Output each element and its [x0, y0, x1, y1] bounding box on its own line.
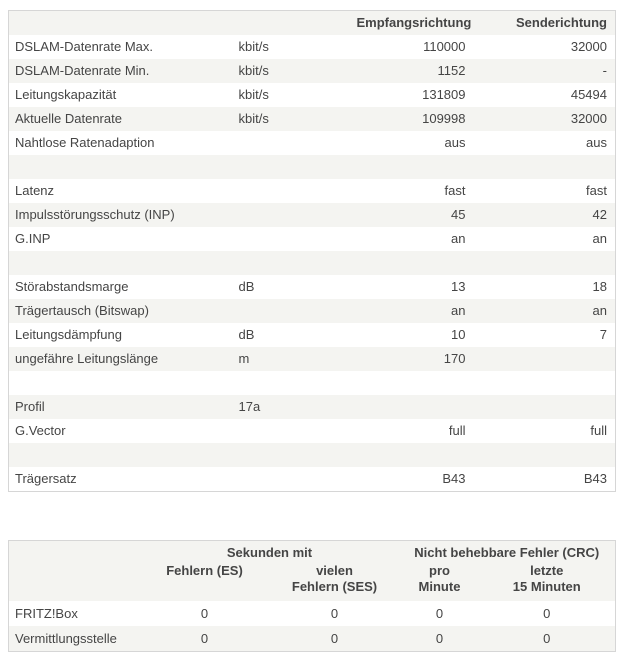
- value-downstream: [351, 395, 474, 419]
- value-upstream: 18: [592, 279, 607, 294]
- value-es: 0: [200, 605, 209, 621]
- value-upstream: 45494: [570, 87, 607, 102]
- value-crc-pro-minute: 0: [435, 630, 444, 646]
- value-upstream: B43: [583, 471, 607, 486]
- value-upstream: 32000: [570, 111, 607, 126]
- col-header-letzte-15-minuten: letzte 15 Minuten: [512, 563, 581, 594]
- header-empty-unit: [233, 11, 351, 36]
- row-label: Profil: [15, 399, 45, 414]
- col-header-fehler-ses: vielen Fehlern (SES): [291, 563, 378, 594]
- row-label: Leitungsdämpfung: [15, 327, 122, 342]
- row-label: DSLAM-Datenrate Max.: [15, 39, 153, 54]
- row-label: Nahtlose Ratenadaption: [15, 135, 155, 150]
- col-header-empfangsrichtung: Empfangsrichtung: [356, 15, 472, 30]
- dsl-row-leitungsdaempfung: [9, 323, 616, 347]
- row-label: Vermittlungsstelle: [15, 630, 117, 646]
- value-downstream: fast: [444, 183, 466, 198]
- error-counter-table: [8, 540, 616, 652]
- value-downstream: 170: [443, 351, 466, 366]
- value-crc-pro-minute: 0: [435, 605, 444, 621]
- value-downstream: 13: [451, 279, 466, 294]
- row-label: Störabstandsmarge: [15, 279, 129, 294]
- col-header-senderichtung: Senderichtung: [515, 15, 607, 30]
- row-label: DSLAM-Datenrate Min.: [15, 63, 150, 78]
- row-unit: [233, 227, 351, 251]
- value-upstream: -: [602, 63, 607, 78]
- row-unit: kbit/s: [238, 111, 269, 126]
- row-unit: kbit/s: [238, 63, 269, 78]
- value-upstream: an: [592, 303, 607, 318]
- row-unit: [233, 131, 351, 155]
- value-upstream: 42: [592, 207, 607, 222]
- row-label: Trägertausch (Bitswap): [15, 303, 149, 318]
- value-upstream: 32000: [570, 39, 607, 54]
- row-unit: 17a: [238, 399, 261, 414]
- value-ses: 0: [330, 630, 339, 646]
- value-downstream: 110000: [423, 39, 466, 54]
- dsl-table-header-row: [9, 11, 616, 36]
- row-label: Aktuelle Datenrate: [15, 111, 122, 126]
- value-upstream: an: [592, 231, 607, 246]
- row-label: G.INP: [15, 231, 51, 246]
- dsl-row-ginp: [9, 227, 616, 251]
- spacer-row: [9, 155, 616, 179]
- value-downstream: 45: [451, 207, 466, 222]
- dsl-row-traegertausch: [9, 299, 616, 323]
- dsl-row-aktuelle-datenrate: [9, 107, 616, 131]
- dsl-row-nahtlose-ratenadaption: [9, 131, 616, 155]
- row-unit: kbit/s: [238, 87, 269, 102]
- value-downstream: full: [448, 423, 466, 438]
- header-empty: [9, 561, 141, 601]
- row-unit: dB: [238, 279, 255, 294]
- value-upstream: full: [590, 423, 607, 438]
- col-header-fehler-es: Fehlern (ES): [166, 563, 243, 578]
- dsl-row-gvector: [9, 419, 616, 443]
- group-header-crc: Nicht behebbare Fehler (CRC): [414, 545, 600, 560]
- row-label: Trägersatz: [15, 471, 77, 486]
- row-unit: [233, 419, 351, 443]
- row-unit: [233, 179, 351, 203]
- spacer-row: [9, 371, 616, 395]
- dsl-row-stoerabstandsmarge: [9, 275, 616, 299]
- dsl-row-dslam-datenrate-min: [9, 59, 616, 83]
- dsl-row-traegersatz: [9, 467, 616, 492]
- dsl-row-dslam-datenrate-max: [9, 35, 616, 59]
- row-label: G.Vector: [15, 423, 66, 438]
- error-row-fritzbox: [9, 601, 616, 626]
- value-downstream: an: [451, 303, 466, 318]
- col-header-pro-minute: pro Minute: [418, 563, 461, 594]
- group-header-sekunden-mit: Sekunden mit: [226, 545, 313, 560]
- row-unit: [233, 299, 351, 323]
- dsl-row-latenz: [9, 179, 616, 203]
- error-row-vermittlungsstelle: [9, 626, 616, 652]
- value-downstream: an: [451, 231, 466, 246]
- value-upstream: 7: [599, 327, 607, 342]
- value-crc-15-minuten: 0: [543, 630, 551, 646]
- value-upstream: [474, 395, 616, 419]
- header-empty: [9, 541, 141, 562]
- error-table-group-header-row: [9, 541, 616, 562]
- value-upstream: fast: [586, 183, 607, 198]
- row-label: FRITZ!Box: [15, 605, 78, 621]
- row-unit: [233, 467, 351, 492]
- row-label: ungefähre Leitungslänge: [15, 351, 159, 366]
- row-unit: kbit/s: [238, 39, 269, 54]
- value-downstream: B43: [442, 471, 466, 486]
- dsl-row-leitungskapazitaet: [9, 83, 616, 107]
- row-unit: dB: [238, 327, 255, 342]
- value-downstream: 10: [451, 327, 466, 342]
- value-downstream: 131809: [422, 87, 466, 102]
- row-label: Impulsstörungsschutz (INP): [15, 207, 175, 222]
- value-downstream: aus: [444, 135, 466, 150]
- value-ses: 0: [330, 605, 339, 621]
- value-upstream: aus: [586, 135, 607, 150]
- row-unit: [233, 203, 351, 227]
- value-downstream: 109998: [422, 111, 466, 126]
- value-upstream: [474, 347, 616, 371]
- row-label: Leitungskapazität: [15, 87, 117, 102]
- spacer-row: [9, 251, 616, 275]
- row-label: Latenz: [15, 183, 55, 198]
- row-unit: m: [238, 351, 250, 366]
- value-es: 0: [200, 630, 209, 646]
- value-downstream: 1152: [437, 63, 466, 78]
- dsl-row-profil: [9, 395, 616, 419]
- spacer-row: [9, 443, 616, 467]
- value-crc-15-minuten: 0: [543, 605, 551, 621]
- dsl-row-leitungslaenge: [9, 347, 616, 371]
- dsl-row-impulsstoerungsschutz: [9, 203, 616, 227]
- header-empty-label: [9, 11, 233, 36]
- dsl-info-table: [8, 10, 616, 492]
- error-table-sub-header-row: [9, 561, 616, 601]
